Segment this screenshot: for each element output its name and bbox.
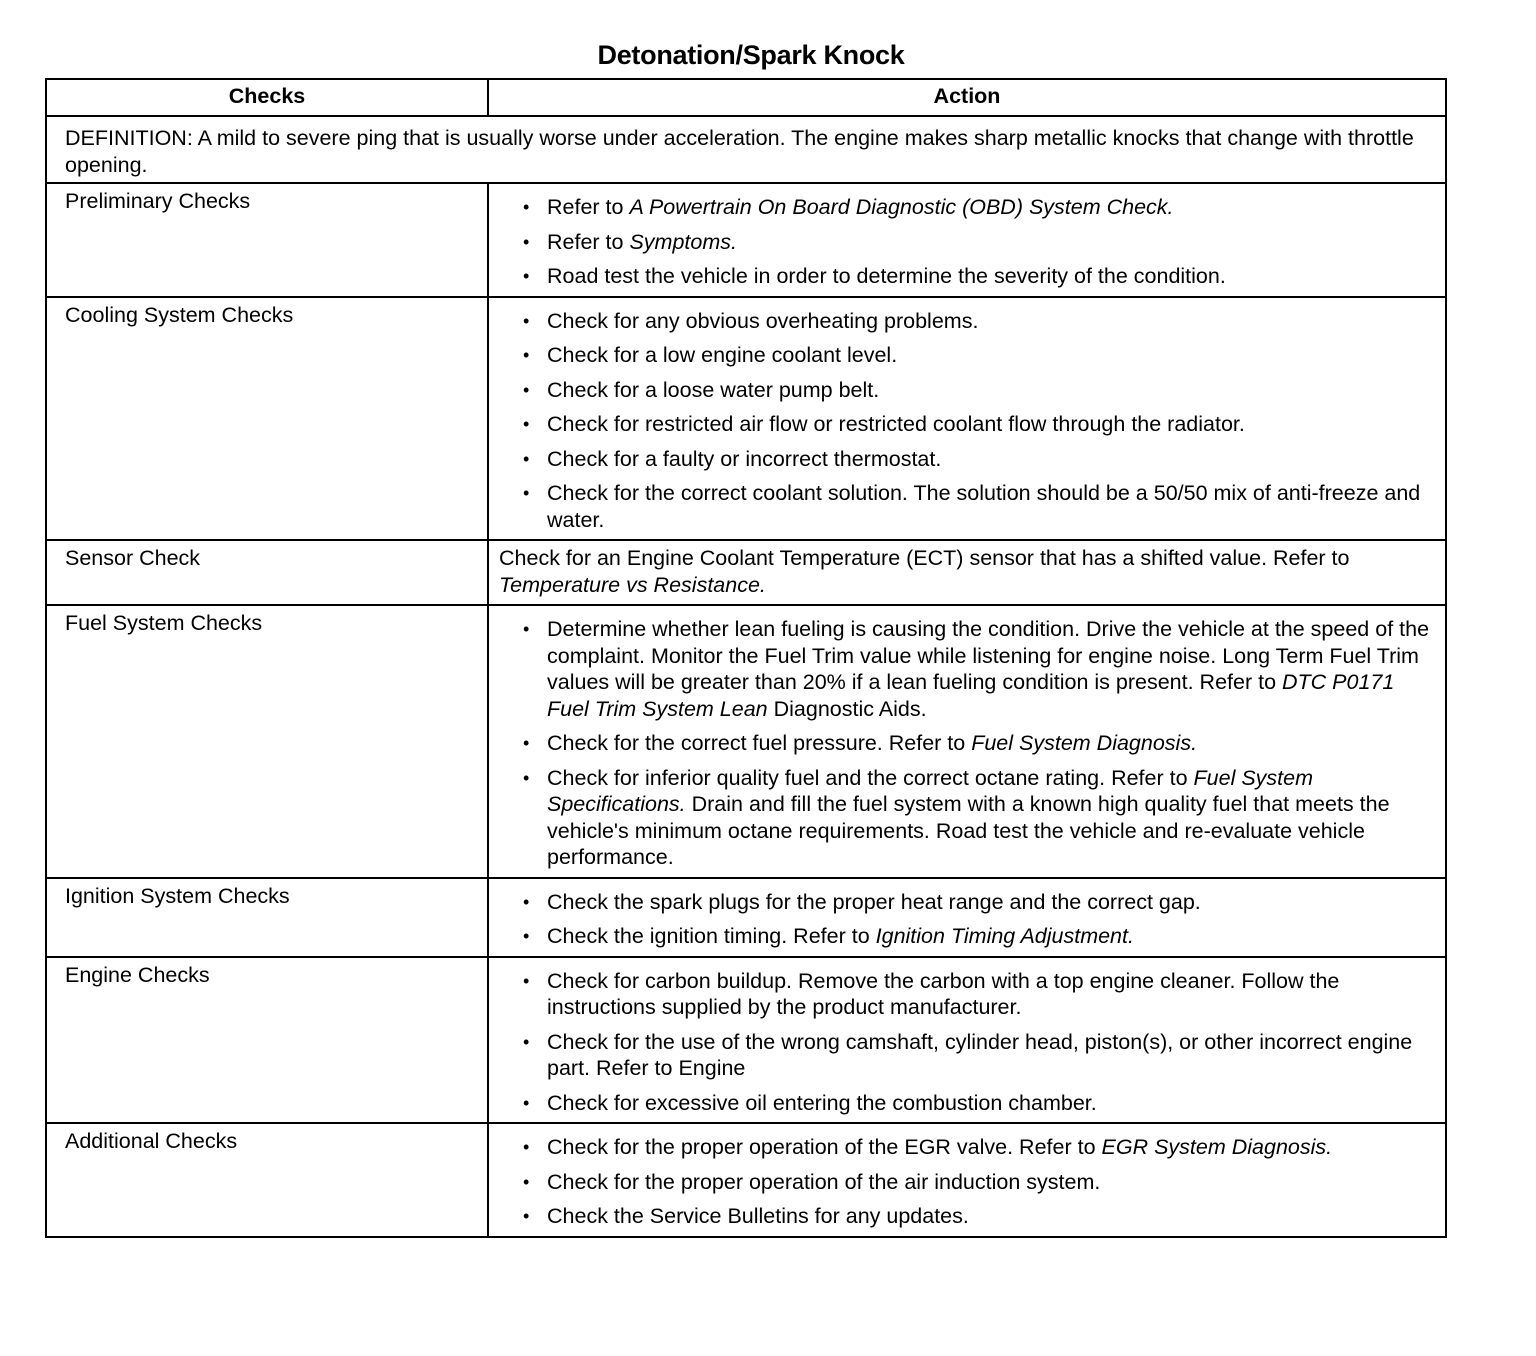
text-segment: Check for excessive oil entering the combustion chamber. <box>547 1090 1097 1115</box>
action-list <box>501 194 1433 290</box>
action-list <box>501 968 1433 1117</box>
text-segment: Check for restricted air flow or restricted coolant flow through the radiator. <box>547 412 1245 436</box>
table-row-additional-checks <box>46 1123 1446 1237</box>
check-category: Additional Checks <box>46 1123 488 1237</box>
reference-link-text: Temperature vs Resistance. <box>499 572 766 597</box>
action-item <box>501 1029 1433 1082</box>
action-item <box>501 308 1433 335</box>
table-row-ignition-system-checks <box>46 878 1446 957</box>
action-item <box>501 968 1433 1021</box>
text-segment: Check for any obvious overheating problems. <box>547 308 979 333</box>
check-category: Preliminary Checks <box>46 183 488 297</box>
text-segment: Road test the vehicle in order to determine the severity of the condition. <box>547 264 1226 288</box>
reference-link-text: EGR System Diagnosis. <box>1101 1135 1333 1159</box>
text-segment: Check the ignition timing. Refer to <box>547 924 876 948</box>
text-segment: Check for the proper operation of the air induction system. <box>547 1169 1101 1194</box>
check-category: Ignition System Checks <box>46 878 488 957</box>
definition-text: DEFINITION: A mild to severe ping that is usually worse under acceleration. The engine makes sharp metallic knocks that change with throttle opening. <box>46 116 1446 183</box>
text-segment: Check for the correct coolant solution. The solution should be a 50/50 mix of anti-freeze and water. <box>547 481 1421 532</box>
check-category: Cooling System Checks <box>46 297 488 541</box>
text-segment: Refer to <box>547 229 630 254</box>
action-list <box>501 308 1433 534</box>
action-item <box>501 194 1433 221</box>
action-cell <box>488 297 1446 541</box>
table-row-sensor-check <box>46 540 1446 605</box>
action-item <box>501 765 1433 871</box>
header-checks: Checks <box>46 79 488 116</box>
text-segment: Check for carbon buildup. Remove the carbon with a top engine cleaner. Follow the instructions supplied by the product manufacturer. <box>547 968 1340 1019</box>
header-action: Action <box>488 79 1446 116</box>
action-item <box>501 730 1433 757</box>
action-item <box>501 1169 1433 1196</box>
text-segment: Check for a faulty or incorrect thermostat. <box>547 446 942 471</box>
action-item <box>501 616 1433 722</box>
header-row <box>46 79 1446 116</box>
table-row-engine-checks <box>46 957 1446 1124</box>
action-item <box>501 446 1433 473</box>
table-row-preliminary-checks <box>46 183 1446 297</box>
action-item <box>501 889 1433 916</box>
action-cell <box>488 605 1446 878</box>
action-item <box>501 1203 1433 1230</box>
text-segment: Check the Service Bulletins for any updates. <box>547 1204 969 1228</box>
action-item <box>501 229 1433 256</box>
action-cell <box>488 1123 1446 1237</box>
check-category: Sensor Check <box>46 540 488 605</box>
text-segment: Check the spark plugs for the proper heat range and the correct gap. <box>547 889 1201 914</box>
table-row-fuel-system-checks <box>46 605 1446 878</box>
text-segment: Check for a low engine coolant level. <box>547 343 898 367</box>
action-item <box>501 1090 1433 1117</box>
reference-link-text: Symptoms. <box>629 229 737 254</box>
action-cell <box>488 183 1446 297</box>
action-list <box>501 616 1433 871</box>
text-segment: Check for the proper operation of the EGR valve. Refer to <box>547 1135 1102 1159</box>
reference-link-text: DTC P0171 Fuel Trim System Lean <box>547 670 1395 721</box>
reference-link-text: Fuel System Diagnosis. <box>971 731 1198 755</box>
action-item <box>501 480 1433 533</box>
reference-link-text: Ignition Timing Adjustment. <box>875 924 1134 948</box>
action-cell <box>488 957 1446 1124</box>
action-list <box>501 1134 1433 1230</box>
text-segment: Check for the use of the wrong camshaft, cylinder head, piston(s), or other incorrect engine part. Refer to Engine <box>547 1029 1413 1080</box>
table-row-cooling-system-checks <box>46 297 1446 541</box>
diagnostic-table <box>45 78 1447 1238</box>
definition-row <box>46 116 1446 183</box>
reference-link-text: Fuel System Specifications. <box>547 765 1314 816</box>
action-list <box>501 889 1433 950</box>
action-item <box>501 377 1433 404</box>
reference-link-text: A Powertrain On Board Diagnostic (OBD) System Check. <box>629 195 1174 219</box>
text-segment: Drain and fill the fuel system with a known high quality fuel that meets the vehicle's minimum octane requirements. Road test the vehicle and re-evaluate vehicle performance. <box>547 792 1390 869</box>
text-segment: Check for the correct fuel pressure. Refer to <box>547 731 972 755</box>
check-category: Fuel System Checks <box>46 605 488 878</box>
text-segment: Check for inferior quality fuel and the correct octane rating. Refer to <box>547 765 1194 790</box>
action-cell <box>488 540 1446 605</box>
text-segment: Refer to <box>547 195 630 219</box>
action-item <box>501 1134 1433 1161</box>
text-segment: Diagnostic Aids. <box>767 696 927 721</box>
action-item <box>501 411 1433 438</box>
check-category: Engine Checks <box>46 957 488 1124</box>
text-segment: Check for a loose water pump belt. <box>547 377 880 402</box>
action-item <box>501 342 1433 369</box>
action-cell <box>488 878 1446 957</box>
text-segment: Determine whether lean fueling is causing the condition. Drive the vehicle at the speed of the complaint. Monitor the Fuel Trim value while listening for engine noise. Long Term Fuel Trim values will be greater than 20% if a lean fueling condition is present. Refer to <box>547 617 1430 694</box>
document-title: Detonation/Spark Knock <box>597 40 905 70</box>
action-item <box>501 263 1433 290</box>
text-segment: Check for an Engine Coolant Temperature (ECT) sensor that has a shifted value. Refer to <box>499 546 1350 570</box>
action-item <box>501 923 1433 950</box>
